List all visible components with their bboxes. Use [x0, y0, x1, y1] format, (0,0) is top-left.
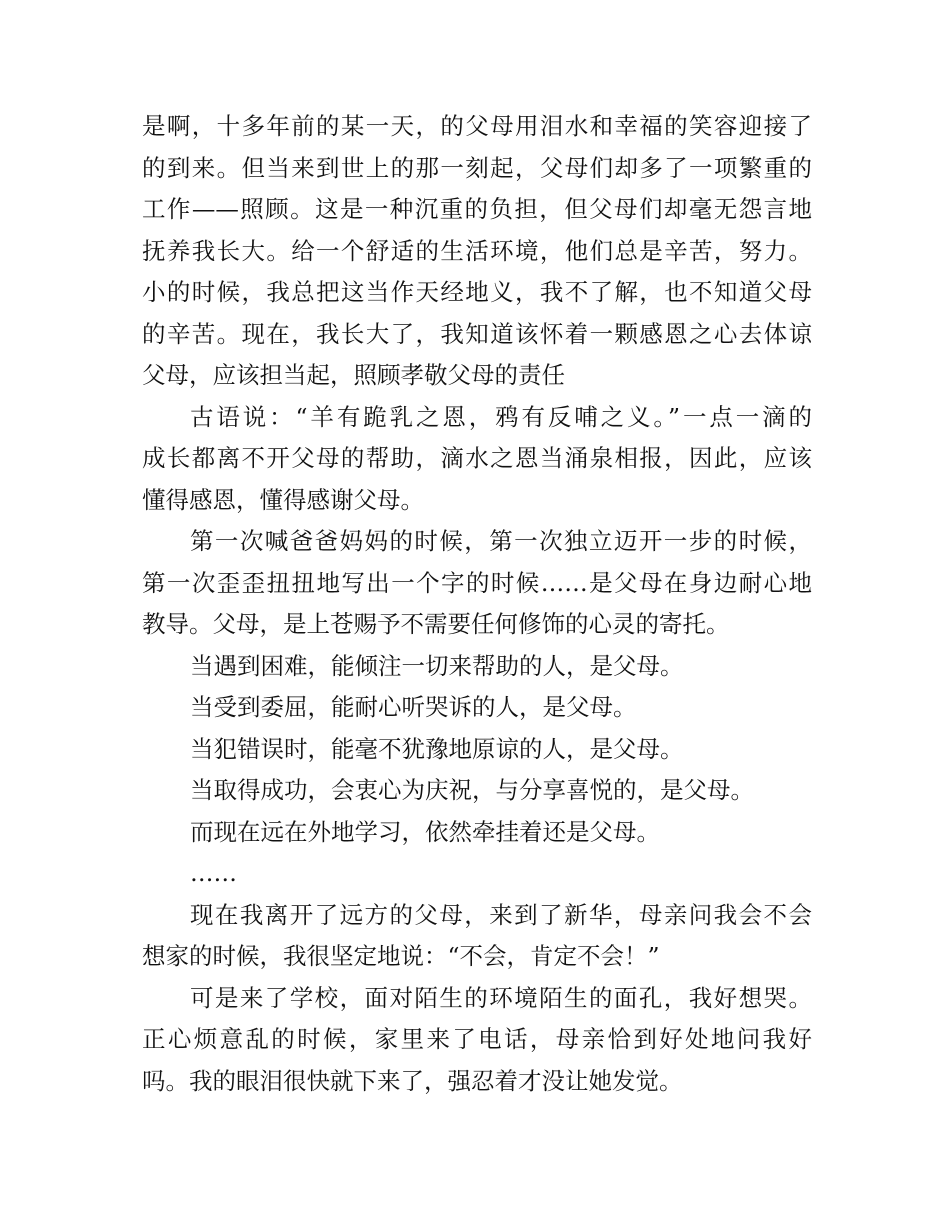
text-line: 的辛苦。现在，我长大了，我知道该怀着一颗感恩之心去体谅	[142, 319, 812, 348]
text-line: 可是来了学校，面对陌生的环境陌生的面孔，我好想哭。	[190, 983, 812, 1012]
text-line: 当受到委屈，能耐心听哭诉的人，是父母。	[190, 693, 637, 721]
text-line: ……	[190, 859, 237, 887]
text-line: 成长都离不开父母的帮助，滴水之恩当涌泉相报，因此，应该	[142, 444, 812, 472]
text-line: 小的时候，我总把这当作天经地义，我不了解，也不知道父母	[142, 278, 812, 306]
text-line: 懂得感恩，懂得感谢父母。	[142, 485, 424, 514]
text-line: 想家的时候，我很坚定地说：“不会，肯定不会！”	[142, 942, 660, 970]
text-line: 第一次喊爸爸妈妈的时候，第一次独立迈开一步的时候，	[190, 527, 812, 555]
text-line: 是啊，十多年前的某一天，的父母用泪水和幸福的笑容迎接了	[142, 112, 812, 140]
text-line: 第一次歪歪扭扭地写出一个字的时候……是父母在身边耐心地	[142, 568, 812, 597]
text-line: 而现在远在外地学习，依然牵挂着还是父母。	[190, 817, 660, 846]
text-line: 父母，应该担当起，照顾孝敬父母的责任	[142, 361, 565, 389]
text-line: 正心烦意乱的时候，家里来了电话，母亲恰到好处地问我好	[142, 1025, 812, 1053]
essay-body	[142, 106, 812, 1102]
text-line: 的到来。但当来到世上的那一刻起，父母们却多了一项繁重的	[142, 153, 812, 182]
text-line: 当犯错误时，能毫不犹豫地原谅的人，是父母。	[190, 734, 684, 763]
text-line: 抚养我长大。给一个舒适的生活环境，他们总是辛苦，努力。	[142, 236, 812, 265]
text-line: 现在我离开了远方的父母，来到了新华，母亲问我会不会	[190, 900, 812, 929]
text-line: 当遇到困难，能倾注一切来帮助的人，是父母。	[190, 651, 684, 680]
text-line: 吗。我的眼泪很快就下来了，强忍着才没让她发觉。	[142, 1066, 683, 1095]
text-line: 工作——照顾。这是一种沉重的负担，但父母们却毫无怨言地	[142, 195, 812, 223]
text-line: 古语说：“羊有跪乳之恩，鸦有反哺之义。”一点一滴的	[190, 402, 812, 431]
text-line: 教导。父母，是上苍赐予不需要任何修饰的心灵的寄托。	[142, 610, 730, 638]
text-line: 当取得成功，会衷心为庆祝，与分享喜悦的，是父母。	[190, 776, 754, 804]
